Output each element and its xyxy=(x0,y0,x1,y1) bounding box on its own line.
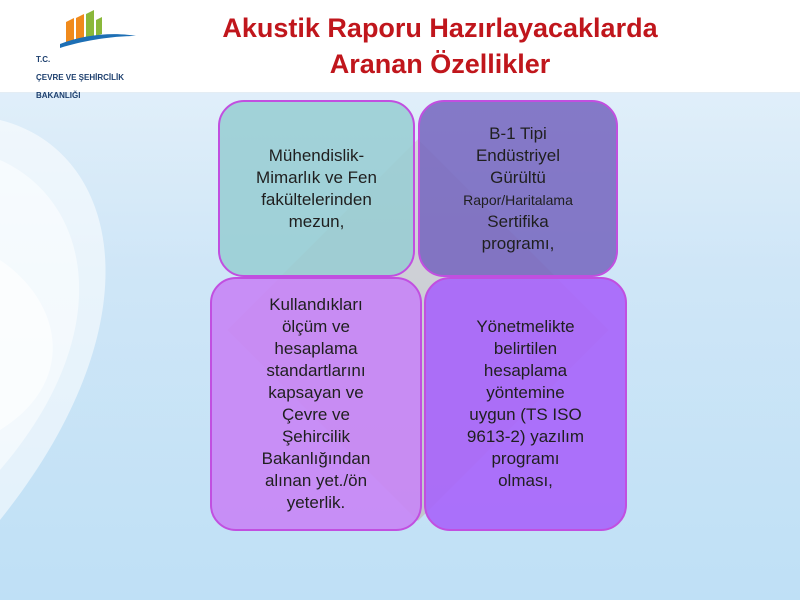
title-line-2: Aranan Özellikler xyxy=(329,49,551,79)
logo-line-2: ÇEVRE VE ŞEHİRCİLİK xyxy=(36,73,125,82)
box-text-line: hesaplama xyxy=(274,339,358,358)
box-text-line: Yönetmelikte xyxy=(476,317,575,336)
box-measurement-competence xyxy=(210,277,422,531)
box-text-line: Mimarlık ve Fen xyxy=(256,167,377,187)
box-text-line: programı xyxy=(491,449,560,468)
box-text-line: uygun (TS ISO xyxy=(469,405,582,424)
box-text-line: Şehircilik xyxy=(281,427,350,446)
box-text-line: alınan yet./ön xyxy=(264,471,368,490)
box-text-line: Rapor/Haritalama xyxy=(463,191,573,208)
ministry-logo-text xyxy=(36,46,124,100)
title-line-1: Akustik Raporu Hazırlayacaklarda xyxy=(222,13,658,43)
box-text-line: B-1 Tipi xyxy=(489,123,547,143)
box-noise-certificate xyxy=(418,100,618,277)
box-text-line: kapsayan ve xyxy=(268,383,364,402)
box-text-line: Çevre ve xyxy=(281,405,350,424)
box-text-line: fakültelerinden xyxy=(261,189,372,209)
box-text-line: Kullandıkları xyxy=(269,295,363,314)
box-text-line: Sertifika xyxy=(487,211,549,231)
slide-title xyxy=(160,10,720,82)
box-software-requirement xyxy=(424,277,627,531)
logo-line-1: T.C. xyxy=(36,55,51,64)
box-text-line: yeterlik. xyxy=(286,493,346,512)
box-text-line: olması, xyxy=(498,471,553,490)
box-text-line: ölçüm ve xyxy=(281,317,350,336)
box-text-line: 9613-2) yazılım xyxy=(466,427,585,446)
box-text-line: Mühendislik- xyxy=(268,145,365,165)
box-text-line: Endüstriyel xyxy=(475,145,561,165)
box-text-line: hesaplama xyxy=(483,361,568,380)
box-text-line: mezun, xyxy=(288,211,345,231)
box-text-line: yöntemine xyxy=(486,383,565,402)
box-text-line: Bakanlığından xyxy=(261,449,371,468)
logo-line-3: BAKANLIĞI xyxy=(36,91,81,100)
box-engineering-degree xyxy=(218,100,415,277)
box-text-line: programı, xyxy=(481,233,555,253)
box-text-line: standartlarını xyxy=(266,361,366,380)
box-text-line: belirtilen xyxy=(493,339,558,358)
box-text-line: Gürültü xyxy=(490,167,546,187)
